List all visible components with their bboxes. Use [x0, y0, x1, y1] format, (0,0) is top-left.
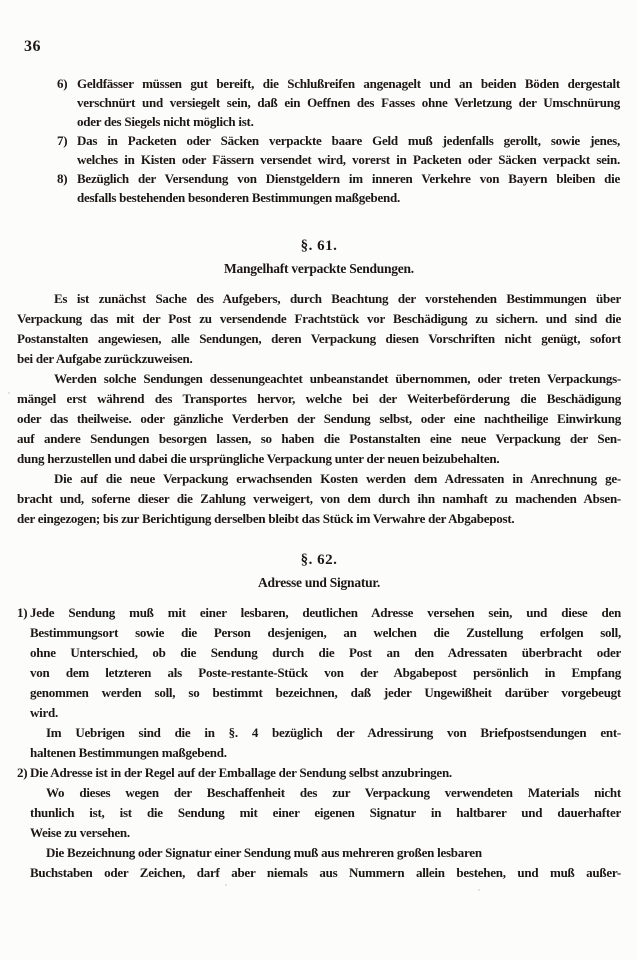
list-item-1: [17, 603, 621, 763]
text-line: bracht und, soferne dieser die Zahlung verweigert, von dem durch ihn namhaft zu machenden Absen-: [17, 491, 621, 506]
text-line: verschnürt und versiegelt sein, daß ein Oeffnen des Fasses ohne Verletzung der Umschnürung: [77, 95, 620, 110]
text-line: dung herzustellen und dabei die ursprüngliche Verpackung unter der neuen beizubehalten.: [17, 451, 500, 466]
section-61-number: §. 61.: [300, 238, 338, 254]
list-item-7: [57, 131, 620, 169]
text-line: genommen werden soll, so bestimmt bezeichnen, daß jeder Ungewißheit darüber vorgebeugt: [30, 685, 621, 700]
section-61-title: Mangelhaft verpackte Sendungen.: [224, 261, 414, 276]
text-line: Jede Sendung muß mit einer lesbaren, deutlichen Adresse versehen sein, und diese den: [30, 605, 621, 620]
text-line: Im Uebrigen sind die in §. 4 bezüglich der Adressirung von Briefpostsendungen ent-: [46, 725, 621, 740]
text-line: Wo dieses wegen der Beschaffenheit des zur Verpackung verwendeten Materials nicht: [46, 785, 621, 800]
text-line: haltenen Bestimmungen maßgebend.: [30, 745, 227, 760]
list-item-2: [17, 763, 621, 883]
text-line: Bestimmungsort sowie die Person desjenigen, an welchen die Zustellung erfolgen soll,: [30, 625, 621, 640]
text-line: Es ist zunächst Sache des Aufgebers, durch Beachtung der vorstehenden Bestimmungen über: [54, 291, 621, 306]
section-62: [17, 552, 621, 883]
text-line: Die auf die neue Verpackung erwachsenden Kosten werden dem Adressaten in Anrechnung ge-: [54, 471, 621, 486]
list-item-8: [57, 169, 620, 207]
item-number: 6): [57, 76, 68, 91]
text-line: welches in Kisten oder Fässern versendet wird, vorerst in Packeten oder Säcken verpackt sein.: [77, 152, 620, 167]
section-62-number: §. 62.: [300, 552, 338, 568]
text-line: wird.: [30, 705, 58, 720]
text-line: oder das theilweise. oder gänzliche Verderben der Sendung selbst, oder eine nachtheilige Einwirkung: [17, 411, 621, 426]
text-line: bei der Aufgabe zurückzuweisen.: [17, 351, 193, 366]
text-line: mängel erst während des Transportes hervor, welche bei der Weiterbeförderung die Beschädigung: [17, 391, 621, 406]
text-line: Verpackung das mit der Post zu versendende Frachtstück vor Beschädigung zu sichern. und sind die: [17, 311, 621, 326]
numbered-list-packing-rules: [57, 74, 620, 207]
text-line: Die Adresse ist in der Regel auf der Emballage der Sendung selbst anzubringen.: [30, 765, 452, 780]
paragraph: [17, 369, 621, 469]
section-62-title: Adresse und Signatur.: [258, 575, 380, 590]
numbered-list-address-rules: [17, 603, 621, 883]
text-line: der eingezogen; bis zur Berichtigung derselben bleibt das Stück im Verwahre der Abgabepost.: [17, 511, 515, 526]
page-number: 36: [24, 38, 41, 55]
list-item-6: [57, 74, 620, 131]
text-line: von dem letzteren als Poste-restante-Stück von der Abgabepost persönlich in Empfang: [30, 665, 621, 680]
scan-speck: [8, 392, 10, 394]
text-line: thunlich ist, ist die Sendung mit einer eigenen Signatur in haltbarer und dauerhafter: [30, 805, 621, 820]
text-line: oder des Siegels nicht möglich ist.: [77, 114, 254, 129]
text-line: Die Bezeichnung oder Signatur einer Sendung muß aus mehreren großen lesbaren: [46, 845, 482, 860]
text-line: Postanstalten angewiesen, alle Sendungen, deren Verpackung diesen Vorschriften nicht genügt, sofort: [17, 331, 621, 346]
item-number: 8): [57, 171, 68, 186]
text-line: ohne Unterschied, ob die Sendung durch die Post an den Adressaten überbracht oder: [30, 645, 621, 660]
section-61: [17, 238, 621, 529]
text-line: Geldfässer müssen gut bereift, die Schlußreifen angenagelt und an beiden Böden dergestalt: [77, 76, 620, 91]
scan-speck: [478, 889, 480, 891]
paragraph: [17, 289, 621, 369]
paragraph: [17, 469, 621, 529]
text-line: Bezüglich der Versendung von Dienstgeldern im inneren Verkehre von Bayern bleiben die: [77, 171, 620, 186]
item-number: 7): [57, 133, 68, 148]
text-line: Buchstaben oder Zeichen, darf aber niemals aus Nummern allein bestehen, und muß außer-: [30, 865, 621, 880]
text-line: Werden solche Sendungen dessenungeachtet unbeanstandet übernommen, oder treten Verpackungs-: [54, 371, 621, 386]
text-line: desfalls bestehenden besonderen Bestimmungen maßgebend.: [77, 190, 400, 205]
text-line: Das in Packeten oder Säcken verpackte baare Geld muß jedenfalls gerollt, sowie jenes,: [77, 133, 620, 148]
item-number: 1): [17, 605, 28, 620]
item-number: 2): [17, 765, 28, 780]
text-line: auf andere Sendungen besorgen lassen, so haben die Postanstalten eine neue Verpackung der Sen-: [17, 431, 621, 446]
scan-speck: [225, 884, 227, 886]
text-line: Weise zu versehen.: [30, 825, 130, 840]
